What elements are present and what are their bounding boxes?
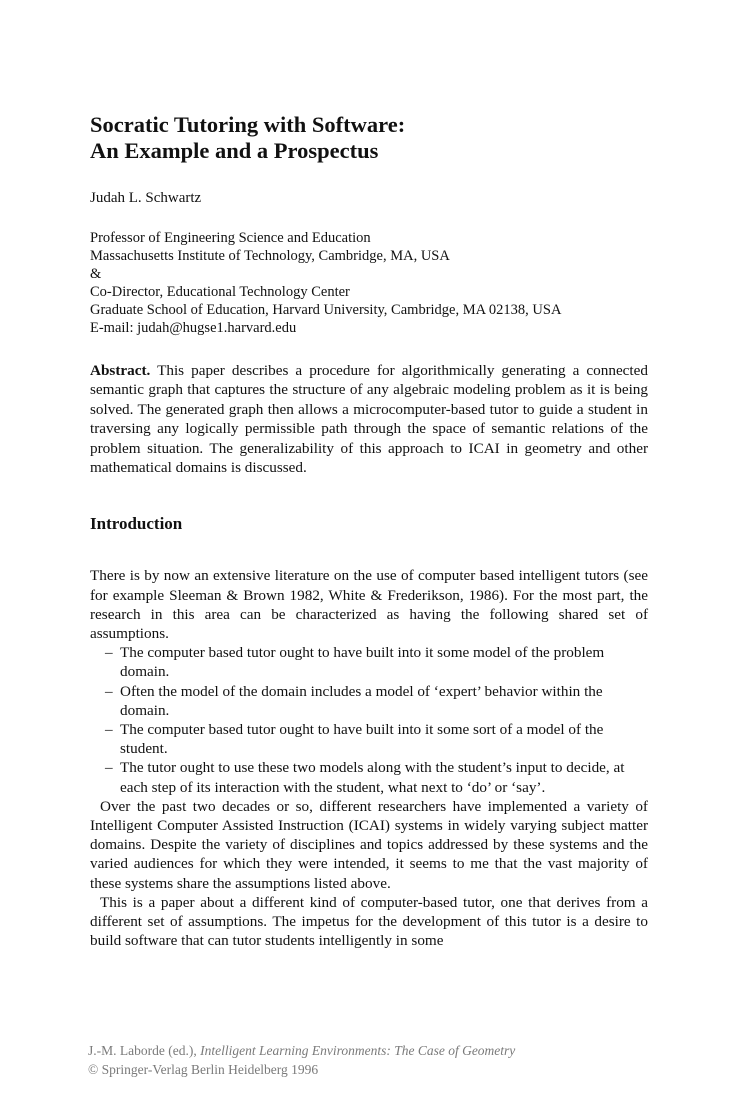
paper-page bbox=[90, 112, 648, 951]
list-item-text: Often the model of the domain includes a model of ‘expert’ behavior within the domain. bbox=[120, 682, 603, 719]
list-item bbox=[90, 643, 648, 681]
list-marker: – bbox=[105, 644, 113, 662]
intro-paragraph: There is by now an extensive literature on the use of computer based intelligent tutors (see for example Sleeman & Brown 1982, White & Frederikson, 1986). For the most part, the research in this area can be characterized as having the following shared set of assumptions. bbox=[90, 567, 648, 643]
footer-citation bbox=[88, 1041, 515, 1060]
list-item bbox=[90, 720, 648, 758]
title-line-2: An Example and a Prospectus bbox=[90, 138, 379, 163]
list-item-text: The computer based tutor ought to have built into it some sort of a model of the student. bbox=[120, 721, 604, 758]
list-item-text: The computer based tutor ought to have built into it some model of the problem domain. bbox=[120, 644, 605, 681]
list-marker: – bbox=[105, 682, 113, 700]
abstract bbox=[90, 361, 648, 477]
affiliation-email: E-mail: judah@hugse1.harvard.edu bbox=[90, 320, 297, 336]
section-heading-introduction: Introduction bbox=[90, 514, 183, 534]
assumption-list bbox=[90, 643, 648, 797]
body-paragraph: Over the past two decades or so, different researchers have implemented a variety of Intelligent Computer Assisted Instruction (ICAI) systems in widely varying subject matter domains. Despite the variety of disciplines and topics addressed by these systems and the varied audiences for which they were intended, it seems to me that the vast majority of these systems share the assumptions listed above. bbox=[90, 797, 648, 892]
affiliation-line: Professor of Engineering Science and Education bbox=[90, 230, 371, 246]
list-item bbox=[90, 682, 648, 720]
footer-copyright: © Springer-Verlag Berlin Heidelberg 1996 bbox=[88, 1062, 319, 1077]
list-item bbox=[90, 758, 648, 796]
author-affiliation bbox=[90, 229, 648, 337]
author-name: Judah L. Schwartz bbox=[90, 190, 202, 206]
list-marker: – bbox=[105, 721, 113, 739]
list-item-text: The tutor ought to use these two models along with the student’s input to decide, at each step of its interaction with the student, what next to ‘do’ or ‘say’. bbox=[120, 759, 625, 796]
introduction-body bbox=[90, 566, 648, 950]
abstract-label: Abstract. bbox=[90, 362, 151, 379]
title-line-1: Socratic Tutoring with Software: bbox=[90, 112, 406, 137]
affiliation-line: Graduate School of Education, Harvard University, Cambridge, MA 02138, USA bbox=[90, 302, 562, 318]
paper-title bbox=[90, 112, 648, 164]
affiliation-line: & bbox=[90, 266, 102, 282]
list-marker: – bbox=[105, 759, 113, 777]
page-footer bbox=[88, 1041, 515, 1079]
footer-book-title: Intelligent Learning Environments: The Case of Geometry bbox=[200, 1043, 516, 1058]
affiliation-line: Co-Director, Educational Technology Center bbox=[90, 284, 350, 300]
abstract-text: This paper describes a procedure for algorithmically generating a connected semantic graph that captures the structure of any algebraic modeling problem as it is being solved. The generated graph then allows a microcomputer-based tutor to guide a student in traversing any logically permissible path through the space of semantic relations of the problem situation. The generalizability of this approach to ICAI in geometry and other mathematical domains is discussed. bbox=[90, 362, 648, 477]
body-paragraph: This is a paper about a different kind of computer-based tutor, one that derives from a different set of assumptions. The impetus for the development of this tutor is a desire to build software that can tutor students intelligently in some bbox=[90, 893, 648, 950]
footer-editor: J.-M. Laborde (ed.), bbox=[88, 1043, 197, 1058]
affiliation-line: Massachusetts Institute of Technology, Cambridge, MA, USA bbox=[90, 248, 450, 264]
